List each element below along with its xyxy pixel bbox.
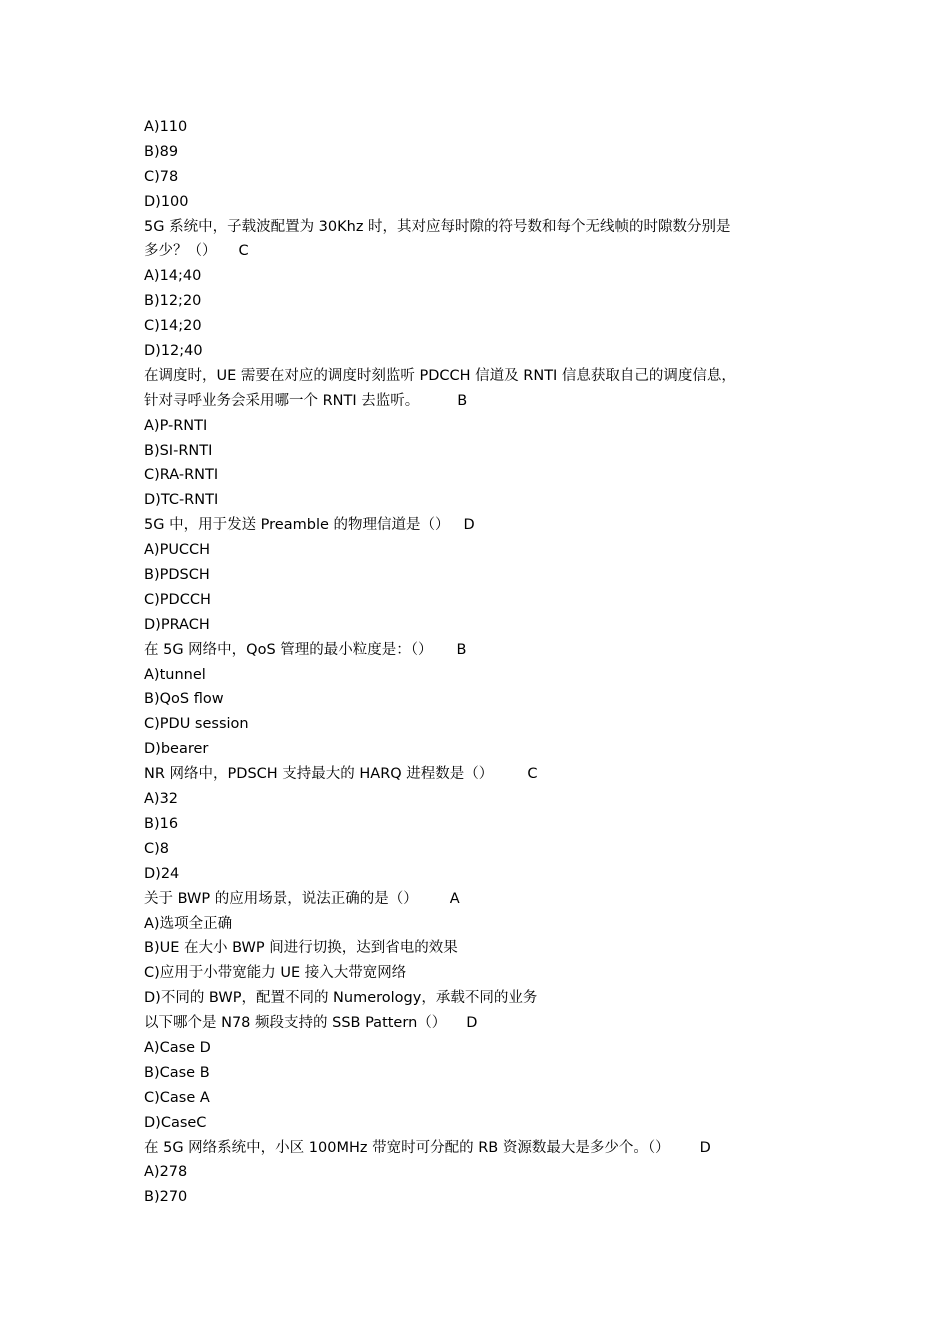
text-line [144,588,814,613]
line-text: B)270 [144,1189,188,1206]
line-text: NR 网络中，PDSCH 支持最大的 HARQ 进程数是（） [144,766,494,783]
line-text: C)78 [144,168,179,185]
line-text: A)tunnel [144,666,206,683]
text-line [144,1086,814,1111]
answer-key: D [466,1015,478,1032]
text-line [144,115,814,140]
line-text: 在调度时，UE 需要在对应的调度时刻监听 PDCCH 信道及 RNTI 信息获取自己的调度信息， [144,367,736,384]
text-line [144,837,814,862]
text-line [144,364,814,389]
question-line [144,887,814,912]
line-text: D)不同的 BWP，配置不同的 Numerology，承载不同的业务 [144,990,538,1007]
line-text: C)14;20 [144,318,202,335]
answer-key: D [463,517,475,534]
question-line [144,762,814,787]
line-text: B)SI-RNTI [144,442,213,459]
text-line [144,912,814,937]
answer-key: A [449,890,460,907]
text-line [144,1160,814,1185]
text-line [144,663,814,688]
line-text: A)14;40 [144,268,202,285]
question-line [144,1011,814,1036]
answer-key: C [238,243,249,260]
line-text: 关于 BWP 的应用场景，说法正确的是（） [144,890,418,907]
answer-key: D [699,1139,711,1156]
text-line [144,414,814,439]
line-text: D)100 [144,193,189,210]
line-text: A)PUCCH [144,542,211,559]
line-text: A)278 [144,1164,188,1181]
line-text: A)Case D [144,1039,211,1056]
text-line [144,264,814,289]
line-text: D)12;40 [144,343,203,360]
text-line [144,215,814,240]
line-text: 在 5G 网络中，QoS 管理的最小粒度是：（） [144,641,433,658]
text-line [144,961,814,986]
text-line [144,1111,814,1136]
text-line [144,712,814,737]
line-text: C)RA-RNTI [144,467,219,484]
text-line [144,339,814,364]
text-line [144,737,814,762]
question-line [144,638,814,663]
line-text: 5G 系统中，子载波配置为 30Khz 时，其对应每时隙的符号数和每个无线帧的时隙数分别是 [144,218,731,235]
text-line [144,1061,814,1086]
text-line [144,862,814,887]
line-text: B)PDSCH [144,567,210,584]
text-line [144,439,814,464]
answer-key: B [457,392,468,409]
line-text: B)89 [144,143,179,160]
text-line [144,986,814,1011]
line-text: A)110 [144,119,188,135]
line-text: 以下哪个是 N78 频段支持的 SSB Pattern（） [144,1015,447,1032]
text-line [144,463,814,488]
text-line [144,613,814,638]
text-line [144,936,814,961]
line-text: D)24 [144,865,180,882]
question-list [144,115,814,1210]
line-text: D)PRACH [144,616,210,633]
question-line [144,239,814,264]
text-line [144,812,814,837]
line-text: A)P-RNTI [144,417,208,434]
text-line [144,687,814,712]
line-text: B)QoS flow [144,691,224,708]
question-line [144,513,814,538]
question-line [144,1136,814,1161]
line-text: B)12;20 [144,293,202,310]
line-text: A)32 [144,791,179,808]
line-text: C)PDU session [144,716,249,733]
line-text: B)Case B [144,1064,210,1081]
text-line [144,538,814,563]
text-line [144,190,814,215]
line-text: D)TC-RNTI [144,492,219,509]
line-text: 针对寻呼业务会采用哪一个 RNTI 去监听。 [144,392,420,409]
text-line [144,563,814,588]
text-line [144,314,814,339]
line-text: D)CaseC [144,1114,207,1131]
line-text: 在 5G 网络系统中，小区 100MHz 带宽时可分配的 RB 资源数最大是多少个。（） [144,1139,670,1156]
line-text: B)16 [144,815,179,832]
text-line [144,140,814,165]
text-line [144,488,814,513]
line-text: C)8 [144,840,170,857]
text-line [144,1036,814,1061]
question-line [144,389,814,414]
line-text: 5G 中，用于发送 Preamble 的物理信道是（） [144,517,450,534]
line-text: C)Case A [144,1089,210,1106]
line-text: C)PDCCH [144,591,211,608]
answer-key: B [456,641,467,658]
line-text: A)选项全正确 [144,915,233,932]
text-line [144,787,814,812]
line-text: B)UE 在大小 BWP 间进行切换，达到省电的效果 [144,940,458,957]
line-text: C)应用于小带宽能力 UE 接入大带宽网络 [144,965,407,982]
text-line [144,1185,814,1210]
line-text: D)bearer [144,741,209,758]
line-text: 多少？（） [144,243,217,260]
text-line [144,289,814,314]
answer-key: C [527,766,538,783]
text-line [144,165,814,190]
